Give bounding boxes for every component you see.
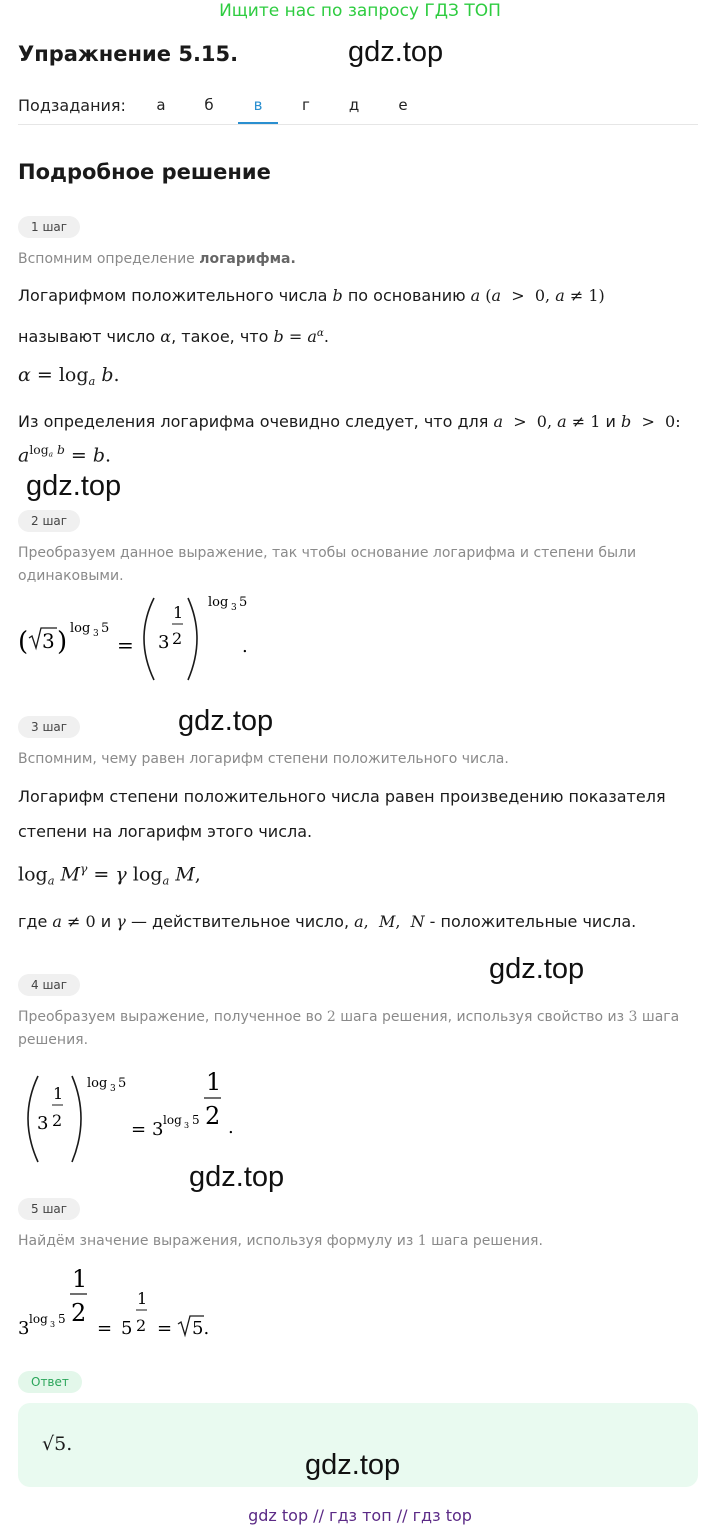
subtask-tab-g[interactable]: г — [302, 96, 310, 114]
svg-text:log: log — [87, 1076, 108, 1091]
step-3-badge: 3 шаг — [18, 716, 80, 738]
subtask-tab-e[interactable]: е — [398, 96, 408, 114]
svg-text:): ) — [57, 627, 68, 657]
svg-text:1: 1 — [206, 1068, 222, 1096]
svg-text:=: = — [97, 1318, 113, 1339]
svg-text:log: log — [70, 621, 91, 636]
svg-text:3: 3 — [110, 1084, 116, 1094]
watermark: gdz.top — [189, 1161, 285, 1193]
svg-text:3: 3 — [93, 629, 99, 639]
svg-text:3: 3 — [184, 1121, 190, 1130]
tabs-divider — [18, 124, 698, 125]
svg-text:.: . — [228, 1117, 234, 1138]
search-banner[interactable]: Ищите нас по запросу ГДЗ ТОП — [219, 1, 501, 21]
svg-text:.: . — [242, 636, 248, 657]
svg-text:5: 5 — [192, 1113, 200, 1127]
step-1-definition-line-1: Логарифмом положительного числа b по основанию a (a > 0, a ≠ 1) — [18, 286, 605, 305]
svg-text:5.: 5. — [192, 1318, 210, 1339]
svg-text:2: 2 — [136, 1316, 147, 1335]
svg-text:log: log — [29, 1312, 48, 1326]
watermark: gdz.top — [489, 953, 585, 985]
watermark: gdz.top — [178, 705, 274, 737]
svg-text:3: 3 — [18, 1318, 30, 1339]
svg-text:=: = — [117, 633, 134, 657]
step-1-definition-line-2: называют число α, такое, что $b = a^\alpha$. — [18, 327, 329, 347]
step-2-badge: 2 шаг — [18, 510, 80, 532]
svg-text:2: 2 — [172, 629, 183, 648]
subtask-tab-b[interactable]: б — [204, 96, 214, 114]
step-5-badge: 5 шаг — [18, 1198, 80, 1220]
answer-badge: Ответ — [18, 1371, 82, 1393]
step-3-text-line-2: степени на логарифм этого числа. — [18, 822, 313, 841]
step-3-text-line-1: Логарифм степени положительного числа равен произведению показателя — [18, 787, 666, 806]
answer-value: √5. — [42, 1433, 73, 1455]
svg-text:=: = — [157, 1318, 173, 1339]
step-3-formula: $\log_a M^\gamma = \gamma$ $\log_a M$, — [18, 862, 201, 888]
svg-text:5: 5 — [101, 621, 110, 636]
svg-text:3: 3 — [231, 603, 237, 613]
footer-links[interactable]: gdz top // гдз топ // гдз top — [248, 1506, 472, 1525]
step-1-consequence: Из определения логарифма очевидно следует, что для a > 0, a ≠ 1 и b > 0: — [18, 412, 681, 431]
step-4-badge: 4 шаг — [18, 974, 80, 996]
svg-text:5: 5 — [121, 1318, 133, 1339]
svg-text:3: 3 — [42, 629, 55, 653]
svg-text:2: 2 — [71, 1299, 87, 1327]
svg-text:5: 5 — [58, 1312, 66, 1326]
svg-text:3: 3 — [37, 1113, 49, 1134]
step-3-hint: Вспомним, чему равен логарифм степени положительного числа. — [18, 751, 509, 767]
step-1-hint: Вспомним определение логарифма. — [18, 251, 296, 267]
svg-text:log: log — [163, 1113, 182, 1127]
step-2-hint: Преобразуем данное выражение, так чтобы основание логарифма и степени были одинаковыми. — [18, 545, 637, 584]
step-4-hint: Преобразуем выражение, полученное во 2 шага решения, используя свойство из 3 шага решения. — [18, 1009, 680, 1048]
subtask-tab-a[interactable]: а — [156, 96, 166, 114]
svg-text:(: ( — [18, 627, 29, 657]
subtasks-label: Подзадания: — [18, 96, 126, 115]
active-tab-indicator — [238, 122, 278, 124]
section-title: Подробное решение — [18, 160, 271, 184]
watermark: gdz.top — [348, 36, 444, 68]
svg-text:5: 5 — [118, 1076, 127, 1091]
step-2-formula — [14, 590, 274, 686]
svg-text:1: 1 — [173, 603, 184, 622]
step-5-hint: Найдём значение выражения, используя формулу из 1 шага решения. — [18, 1233, 543, 1249]
svg-text:1: 1 — [137, 1289, 148, 1308]
subtask-tab-d[interactable]: д — [348, 96, 360, 114]
step-1-identity: $a^{log_a b} = b$. — [18, 443, 112, 467]
svg-text:5: 5 — [239, 595, 248, 610]
step-4-formula — [14, 1056, 274, 1168]
exercise-title: Упражнение 5.15. — [18, 42, 239, 66]
svg-text:log: log — [208, 595, 229, 610]
step-3-conditions: где a ≠ 0 и γ — действительное число, a, M, N - положительные числа. — [18, 912, 637, 931]
step-5-formula — [14, 1256, 274, 1346]
svg-text:3: 3 — [50, 1320, 56, 1329]
svg-text:1: 1 — [53, 1084, 64, 1103]
svg-text:3: 3 — [152, 1119, 164, 1140]
subtask-tab-v[interactable]: в — [253, 96, 263, 114]
svg-text:1: 1 — [72, 1265, 88, 1293]
svg-text:3: 3 — [158, 632, 170, 653]
step-1-formula: $\alpha = \log_a b$. — [18, 364, 120, 388]
svg-text:=: = — [131, 1119, 147, 1140]
watermark: gdz.top — [26, 470, 122, 502]
step-1-badge: 1 шаг — [18, 216, 80, 238]
svg-text:2: 2 — [52, 1111, 63, 1130]
watermark: gdz.top — [305, 1449, 401, 1481]
svg-text:2: 2 — [205, 1102, 221, 1130]
